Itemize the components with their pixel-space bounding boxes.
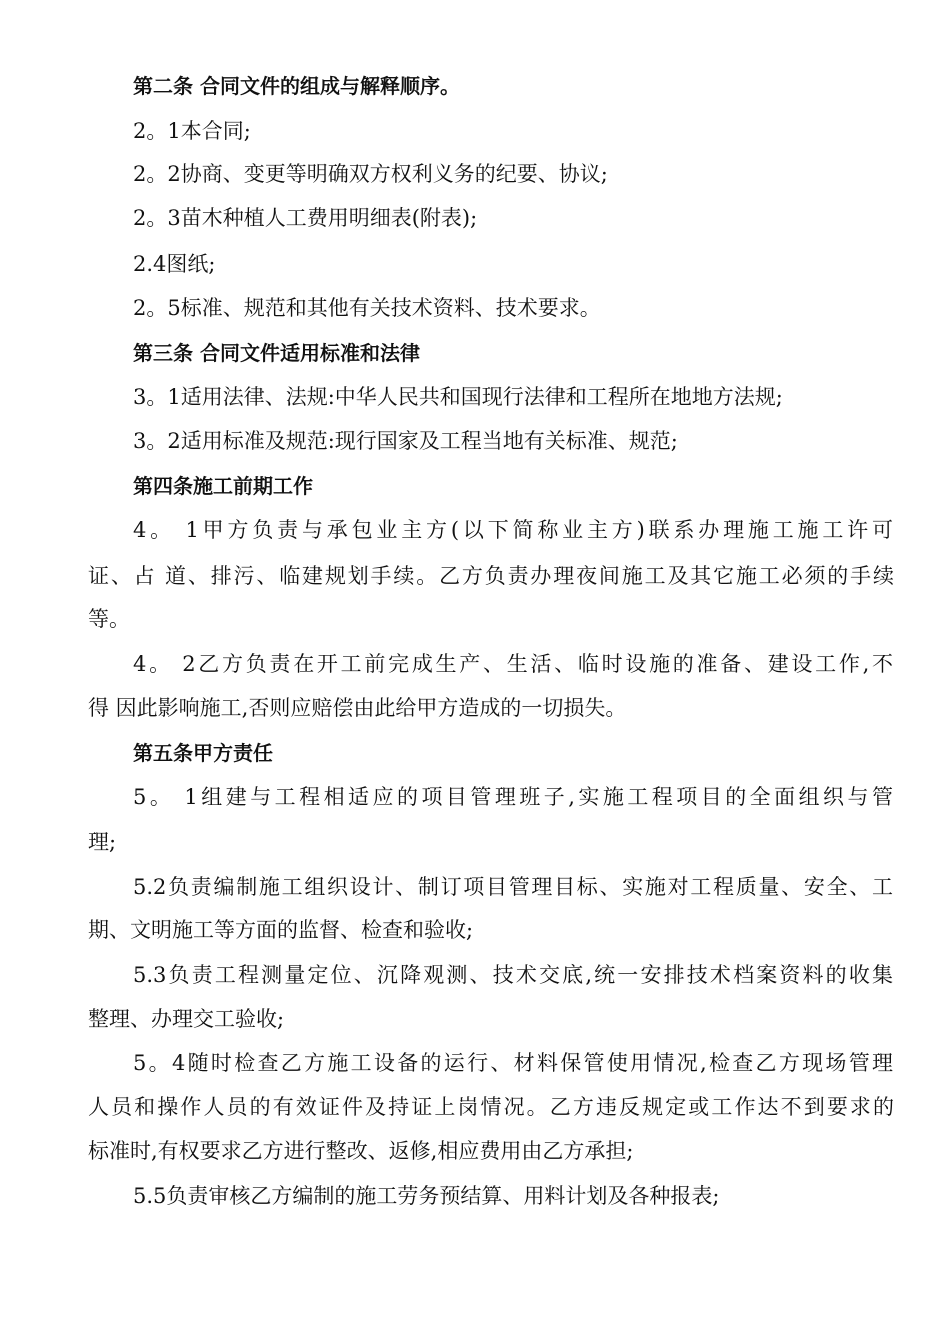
- clause-3-1: 3。1适用法律、法规:中华人民共和国现行法律和工程所在地地方法规;: [133, 385, 783, 409]
- clause-2-3: 2。3苗木种植人工费用明细表(附表);: [133, 206, 478, 230]
- clause-5-4-line-1: 5。4随时检查乙方施工设备的运行、材料保管使用情况,检查乙方现场管理: [133, 1051, 893, 1075]
- article-3-heading: 第三条 合同文件适用标准和法律: [133, 341, 420, 365]
- clause-5-4-line-2: 人员和操作人员的有效证件及持证上岗情况。乙方违反规定或工作达不到要求的: [88, 1095, 894, 1119]
- clause-4-1-line-3: 等。: [88, 607, 130, 631]
- clause-5-1-line-1: 5。 1组建与工程相适应的项目管理班子,实施工程项目的全面组织与管: [133, 785, 893, 809]
- clause-5-1-line-2: 理;: [88, 830, 117, 854]
- clause-2-5: 2。5标准、规范和其他有关技术资料、技术要求。: [133, 296, 601, 320]
- article-4-heading: 第四条施工前期工作: [133, 474, 313, 498]
- clause-5-5: 5.5负责审核乙方编制的施工劳务预结算、用料计划及各种报表;: [133, 1184, 720, 1208]
- clause-5-3-line-1: 5.3负责工程测量定位、沉降观测、技术交底,统一安排技术档案资料的收集: [133, 963, 893, 987]
- clause-4-1-line-1: 4。 1甲方负责与承包业主方(以下简称业主方)联系办理施工施工许可: [133, 518, 893, 542]
- clause-4-1-line-2: 证、占 道、排污、临建规划手续。乙方负责办理夜间施工及其它施工必须的手续: [88, 564, 894, 588]
- clause-4-2-line-2: 得 因此影响施工,否则应赔偿由此给甲方造成的一切损失。: [88, 696, 627, 720]
- clause-2-4: 2.4图纸;: [133, 252, 216, 276]
- clause-4-2-line-1: 4。 2乙方负责在开工前完成生产、生活、临时设施的准备、建设工作,不: [133, 652, 893, 676]
- clause-5-4-line-3: 标准时,有权要求乙方进行整改、返修,相应费用由乙方承担;: [88, 1139, 634, 1163]
- clause-5-2-line-1: 5.2负责编制施工组织设计、制订项目管理目标、实施对工程质量、安全、工: [133, 875, 893, 899]
- clause-2-1: 2。1本合同;: [133, 119, 251, 143]
- clause-3-2: 3。2适用标准及规范:现行国家及工程当地有关标准、规范;: [133, 429, 678, 453]
- clause-5-3-line-2: 整理、办理交工验收;: [88, 1007, 285, 1031]
- article-2-heading: 第二条 合同文件的组成与解释顺序。: [133, 74, 460, 98]
- clause-2-2: 2。2协商、变更等明确双方权利义务的纪要、协议;: [133, 162, 608, 186]
- article-5-heading: 第五条甲方责任: [133, 741, 273, 765]
- clause-5-2-line-2: 期、文明施工等方面的监督、检查和验收;: [88, 918, 474, 942]
